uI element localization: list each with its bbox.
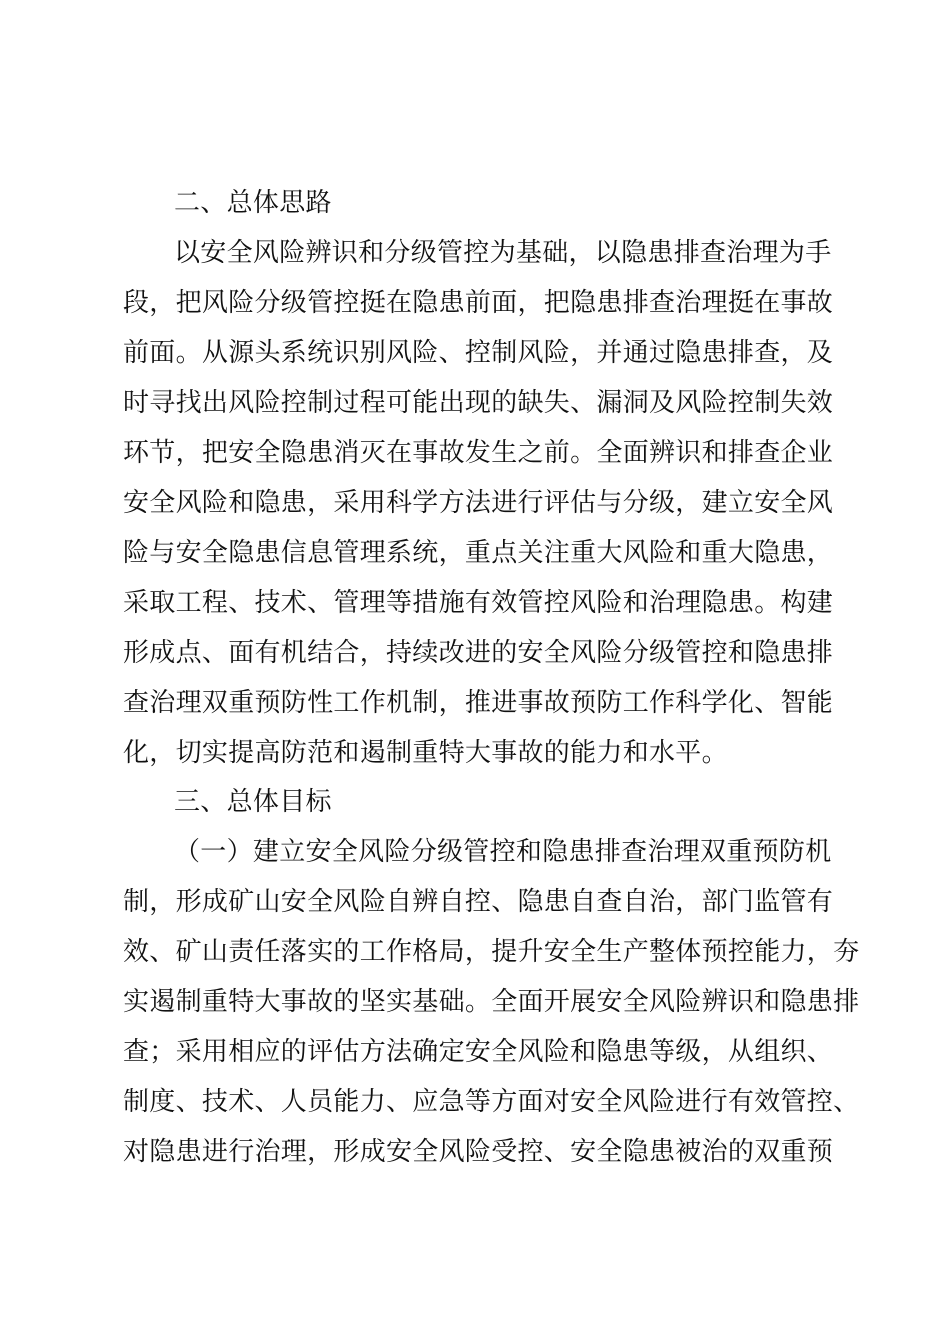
paragraph-line: 制，形成矿山安全风险自辨自控、隐患自查自治，部门监管有 [123,887,834,917]
paragraph-line: 查治理双重预防性工作机制，推进事故预防工作科学化、智能 [123,688,834,718]
paragraph-line: 时寻找出风险控制过程可能出现的缺失、漏洞及风险控制失效 [123,388,834,418]
paragraph-line: （一）建立安全风险分级管控和隐患排查治理双重预防机 [174,837,832,867]
paragraph-line: 以安全风险辨识和分级管控为基础，以隐患排查治理为手 [174,238,832,268]
paragraph-line: 段，把风险分级管控挺在隐患前面，把隐患排查治理挺在事故 [123,288,834,318]
paragraph-line: 制度、技术、人员能力、应急等方面对安全风险进行有效管控、 [123,1087,860,1117]
paragraph-line: 前面。从源头系统识别风险、控制风险，并通过隐患排查，及 [123,338,834,368]
paragraph-line: 形成点、面有机结合，持续改进的安全风险分级管控和隐患排 [123,638,834,668]
paragraph-line: 环节，把安全隐患消灭在事故发生之前。全面辨识和排查企业 [123,438,834,468]
paragraph-line: 实遏制重特大事故的坚实基础。全面开展安全风险辨识和隐患排 [123,987,860,1017]
paragraph-line: 采取工程、技术、管理等措施有效管控风险和治理隐患。构建 [123,588,834,618]
paragraph-line: 险与安全隐患信息管理系统，重点关注重大风险和重大隐患， [123,538,834,568]
section-heading-overall-approach: 二、总体思路 [174,188,332,218]
paragraph-line: 化，切实提高防范和遏制重特大事故的能力和水平。 [123,738,728,768]
paragraph-line: 查；采用相应的评估方法确定安全风险和隐患等级，从组织、 [123,1037,834,1067]
section-heading-overall-goals: 三、总体目标 [174,787,332,817]
paragraph-line: 效、矿山责任落实的工作格局，提升安全生产整体预控能力，夯 [123,937,860,967]
paragraph-line: 对隐患进行治理，形成安全风险受控、安全隐患被治的双重预 [123,1137,834,1167]
paragraph-line: 安全风险和隐患，采用科学方法进行评估与分级，建立安全风 [123,488,834,518]
